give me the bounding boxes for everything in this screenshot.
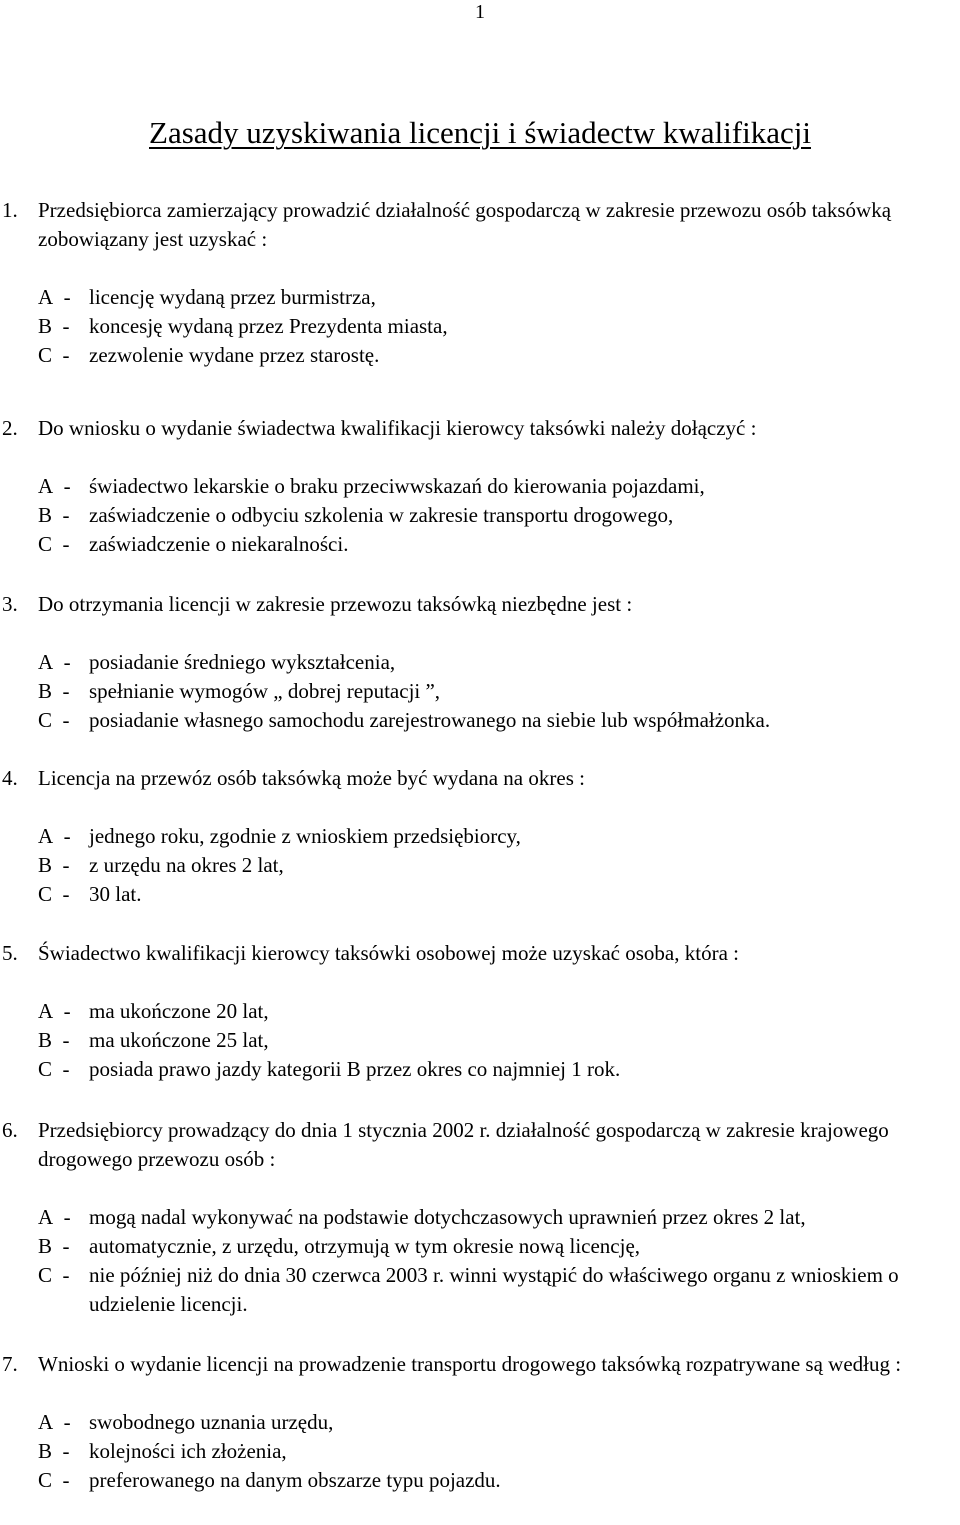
answer-text: zaświadczenie o odbyciu szkolenia w zakresie transportu drogowego, bbox=[89, 503, 674, 527]
answer-text: posiadanie własnego samochodu zarejestrowanego na siebie lub współmałżonka. bbox=[89, 708, 771, 732]
answer-letter: C bbox=[38, 343, 53, 367]
answer-list bbox=[0, 997, 960, 1084]
question-number: 2. bbox=[2, 416, 18, 440]
question-number: 4. bbox=[2, 766, 18, 790]
question-6 bbox=[0, 1116, 960, 1319]
answer-dash: - bbox=[53, 1205, 76, 1229]
answer-marker bbox=[38, 472, 89, 501]
question-stem bbox=[0, 1350, 960, 1379]
answer-marker bbox=[38, 1203, 89, 1232]
question-text: Do otrzymania licencji w zakresie przewozu taksówką niezbędne jest : bbox=[38, 592, 633, 616]
answer-letter: A bbox=[38, 1205, 54, 1229]
answer-marker bbox=[38, 706, 89, 735]
question-number: 5. bbox=[2, 941, 18, 965]
answer-marker bbox=[38, 341, 89, 370]
answer-list bbox=[0, 648, 960, 735]
answer-text: swobodnego uznania urzędu, bbox=[89, 1410, 334, 1434]
question-stem bbox=[0, 414, 960, 443]
page-number: 1 bbox=[475, 1, 485, 23]
answer-letter: A bbox=[38, 650, 54, 674]
question-text: Przedsiębiorcy prowadzący do dnia 1 stycznia 2002 r. działalność gospodarczą w zakresie krajowego drogowego przewozu osób : bbox=[38, 1118, 889, 1171]
answer-dash: - bbox=[52, 314, 75, 338]
answer-marker bbox=[38, 1055, 89, 1084]
answer-letter: C bbox=[38, 1263, 53, 1287]
answer-dash: - bbox=[52, 1439, 75, 1463]
question-3 bbox=[0, 590, 960, 735]
answer-text: kolejności ich złożenia, bbox=[89, 1439, 287, 1463]
answer-text: ma ukończone 20 lat, bbox=[89, 999, 269, 1023]
answer-option-a bbox=[38, 1408, 960, 1437]
answer-letter: C bbox=[38, 1468, 53, 1492]
answer-list bbox=[0, 822, 960, 909]
answer-letter: C bbox=[38, 708, 53, 732]
answer-letter: C bbox=[38, 882, 53, 906]
question-stem bbox=[0, 1116, 960, 1174]
question-1 bbox=[0, 196, 960, 370]
answer-dash: - bbox=[52, 503, 75, 527]
question-2 bbox=[0, 414, 960, 559]
question-stem bbox=[0, 939, 960, 968]
answer-marker bbox=[38, 1232, 89, 1261]
answer-option-b bbox=[38, 312, 960, 341]
answer-dash: - bbox=[52, 532, 75, 556]
answer-dash: - bbox=[52, 1468, 75, 1492]
answer-dash: - bbox=[52, 1234, 75, 1258]
answer-letter: B bbox=[38, 679, 53, 703]
answer-dash: - bbox=[53, 285, 76, 309]
answer-text: z urzędu na okres 2 lat, bbox=[89, 853, 284, 877]
answer-option-c bbox=[38, 706, 960, 735]
answer-dash: - bbox=[52, 1028, 75, 1052]
answer-marker bbox=[38, 1466, 89, 1495]
answer-letter: C bbox=[38, 532, 53, 556]
answer-marker bbox=[38, 677, 89, 706]
answer-list bbox=[0, 472, 960, 559]
question-stem bbox=[0, 764, 960, 793]
question-7 bbox=[0, 1350, 960, 1495]
answer-letter: A bbox=[38, 1410, 54, 1434]
answer-letter: A bbox=[38, 999, 54, 1023]
answer-text: jednego roku, zgodnie z wnioskiem przedsiębiorcy, bbox=[89, 824, 521, 848]
answer-option-c bbox=[38, 1466, 960, 1495]
answer-option-b bbox=[38, 1437, 960, 1466]
question-text: Wnioski o wydanie licencji na prowadzenie transportu drogowego taksówką rozpatrywane są według : bbox=[38, 1352, 902, 1376]
answer-dash: - bbox=[52, 882, 75, 906]
question-number: 7. bbox=[2, 1352, 18, 1376]
answer-letter: B bbox=[38, 1439, 53, 1463]
question-number: 6. bbox=[2, 1118, 18, 1142]
answer-letter: A bbox=[38, 824, 54, 848]
answer-letter: B bbox=[38, 853, 53, 877]
question-5 bbox=[0, 939, 960, 1084]
answer-dash: - bbox=[52, 853, 75, 877]
answer-option-b bbox=[38, 677, 960, 706]
answer-dash: - bbox=[53, 999, 76, 1023]
answer-letter: B bbox=[38, 1234, 53, 1258]
answer-dash: - bbox=[53, 474, 76, 498]
answer-letter: B bbox=[38, 503, 53, 527]
answer-option-c bbox=[38, 530, 960, 559]
answer-text: automatycznie, z urzędu, otrzymują w tym okresie nową licencję, bbox=[89, 1234, 641, 1258]
answer-option-a bbox=[38, 648, 960, 677]
answer-letter: A bbox=[38, 474, 54, 498]
question-text: Do wniosku o wydanie świadectwa kwalifikacji kierowcy taksówki należy dołączyć : bbox=[38, 416, 757, 440]
answer-option-a bbox=[38, 822, 960, 851]
answer-option-b bbox=[38, 501, 960, 530]
answer-marker bbox=[38, 648, 89, 677]
question-stem bbox=[0, 590, 960, 619]
answer-dash: - bbox=[52, 679, 75, 703]
answer-marker bbox=[38, 851, 89, 880]
document-title: Zasady uzyskiwania licencji i świadectw kwalifikacji bbox=[149, 115, 811, 150]
answer-text: nie później niż do dnia 30 czerwca 2003 r. winni wystąpić do właściwego organu z wnioskiem o udzielenie licencji. bbox=[89, 1263, 899, 1316]
answer-option-c bbox=[38, 341, 960, 370]
answer-text: zezwolenie wydane przez starostę. bbox=[89, 343, 380, 367]
answer-letter: A bbox=[38, 285, 54, 309]
question-text: Świadectwo kwalifikacji kierowcy taksówki osobowej może uzyskać osoba, która : bbox=[38, 941, 739, 965]
answer-dash: - bbox=[53, 1410, 76, 1434]
answer-marker bbox=[38, 501, 89, 530]
answer-option-c bbox=[38, 1261, 960, 1319]
question-4 bbox=[0, 764, 960, 909]
answer-option-c bbox=[38, 1055, 960, 1084]
answer-dash: - bbox=[52, 1263, 75, 1287]
answer-dash: - bbox=[53, 650, 76, 674]
answer-text: świadectwo lekarskie o braku przeciwwskazań do kierowania pojazdami, bbox=[89, 474, 705, 498]
answer-dash: - bbox=[52, 708, 75, 732]
answer-text: zaświadczenie o niekaralności. bbox=[89, 532, 349, 556]
answer-list bbox=[0, 283, 960, 370]
answer-text: koncesję wydaną przez Prezydenta miasta, bbox=[89, 314, 448, 338]
answer-text: ma ukończone 25 lat, bbox=[89, 1028, 269, 1052]
answer-marker bbox=[38, 530, 89, 559]
answer-marker bbox=[38, 997, 89, 1026]
answer-option-a bbox=[38, 472, 960, 501]
answer-text: licencję wydaną przez burmistrza, bbox=[89, 285, 376, 309]
answer-option-b bbox=[38, 1026, 960, 1055]
answer-marker bbox=[38, 312, 89, 341]
answer-dash: - bbox=[52, 343, 75, 367]
answer-option-a bbox=[38, 1203, 960, 1232]
answer-letter: C bbox=[38, 1057, 53, 1081]
answer-letter: B bbox=[38, 1028, 53, 1052]
answer-option-b bbox=[38, 1232, 960, 1261]
answer-list bbox=[0, 1203, 960, 1319]
answer-text: 30 lat. bbox=[89, 882, 142, 906]
answer-dash: - bbox=[53, 824, 76, 848]
answer-marker bbox=[38, 1437, 89, 1466]
answer-marker bbox=[38, 822, 89, 851]
answer-marker bbox=[38, 1408, 89, 1437]
answer-text: posiadanie średniego wykształcenia, bbox=[89, 650, 396, 674]
answer-marker bbox=[38, 880, 89, 909]
answer-letter: B bbox=[38, 314, 53, 338]
answer-option-c bbox=[38, 880, 960, 909]
answer-text: spełnianie wymogów „ dobrej reputacji ”, bbox=[89, 679, 441, 703]
answer-text: posiada prawo jazdy kategorii B przez okres co najmniej 1 rok. bbox=[89, 1057, 621, 1081]
answer-marker bbox=[38, 283, 89, 312]
answer-option-b bbox=[38, 851, 960, 880]
answer-text: preferowanego na danym obszarze typu pojazdu. bbox=[89, 1468, 501, 1492]
answer-text: mogą nadal wykonywać na podstawie dotychczasowych uprawnień przez okres 2 lat, bbox=[89, 1205, 806, 1229]
question-text: Licencja na przewóz osób taksówką może być wydana na okres : bbox=[38, 766, 585, 790]
question-number: 1. bbox=[2, 198, 18, 222]
answer-list bbox=[0, 1408, 960, 1495]
question-number: 3. bbox=[2, 592, 18, 616]
question-text: Przedsiębiorca zamierzający prowadzić działalność gospodarczą w zakresie przewozu osób taksówką zobowiązany jest uzyskać : bbox=[38, 198, 892, 251]
question-stem bbox=[0, 196, 960, 254]
answer-marker bbox=[38, 1261, 89, 1319]
answer-dash: - bbox=[52, 1057, 75, 1081]
answer-option-a bbox=[38, 283, 960, 312]
answer-option-a bbox=[38, 997, 960, 1026]
answer-marker bbox=[38, 1026, 89, 1055]
